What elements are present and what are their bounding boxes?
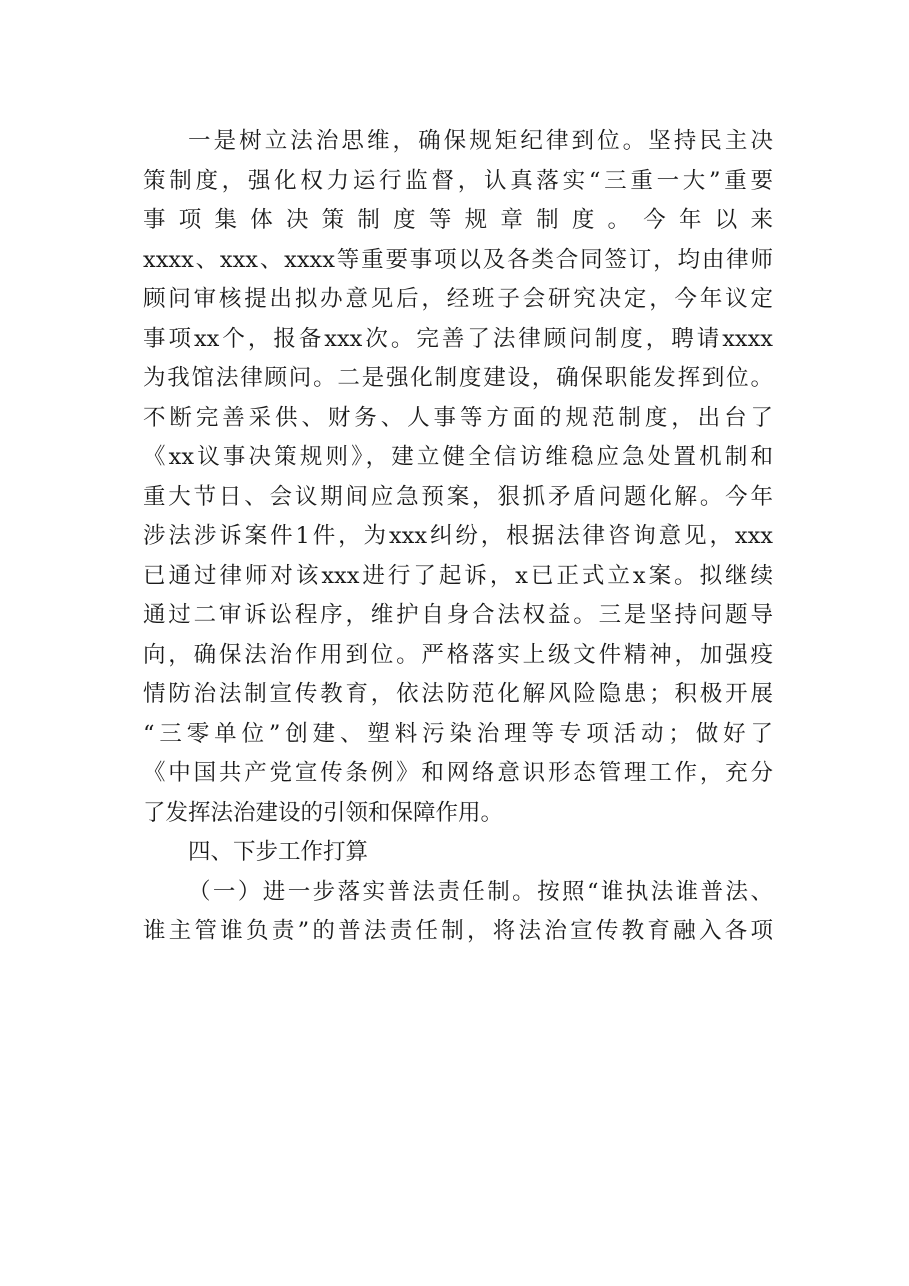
paragraph-line: “三零单位”创建、塑料污染治理等专项活动；做好了: [143, 720, 773, 747]
paragraph-line: 顾问审核提出拟办意见后，经班子会研究决定，今年议定: [143, 286, 773, 312]
paragraph-line: 重大节日、会议期间应急预案，狠抓矛盾问题化解。今年: [143, 483, 773, 510]
paragraph-line: 已通过律师对该xxx进行了起诉，x已正式立x案。拟继续: [143, 562, 773, 589]
paragraph-line: 不断完善采供、财务、人事等方面的规范制度，出台了: [143, 404, 773, 431]
paragraph-line: 策制度，强化权力运行监督，认真落实“三重一大”重要: [143, 167, 773, 194]
body-text: [143, 122, 773, 952]
paragraph-line: 情防治法制宣传教育，依法防范化解风险隐患；积极开展: [143, 681, 773, 707]
paragraph-line: 向，确保法治作用到位。严格落实上级文件精神，加强疫: [143, 641, 773, 668]
paragraph-line: 谁主管谁负责”的普法责任制，将法治宣传教育融入各项: [143, 918, 773, 944]
paragraph-line: 通过二审诉讼程序，维护自身合法权益。三是坚持问题导: [143, 602, 773, 628]
section-heading: 四、下步工作打算: [188, 839, 369, 865]
paragraph-line: 一是树立法治思维，确保规矩纪律到位。坚持民主决: [188, 128, 773, 154]
paragraph-line: 了发挥法治建设的引领和保障作用。: [143, 799, 504, 826]
paragraph-line: 《xx议事决策规则》，建立健全信访维稳应急处置机制和: [143, 444, 773, 470]
paragraph-line: 《中国共产党宣传条例》和网络意识形态管理工作，充分: [143, 760, 773, 786]
paragraph-line: 事项xx个，报备xxx次。完善了法律顾问制度，聘请xxxx: [143, 325, 773, 352]
paragraph-line: 事项集体决策制度等规章制度。今年以来: [143, 207, 773, 233]
paragraph-line: xxxx、xxx、xxxx等重要事项以及各类合同签订，均由律师: [143, 246, 773, 273]
paragraph-line: （一）进一步落实普法责任制。按照“谁执法谁普法、: [188, 878, 773, 905]
paragraph-line: 涉法涉诉案件1件，为xxx纠纷，根据法律咨询意见，xxx: [143, 523, 773, 549]
paragraph-line: 为我馆法律顾问。二是强化制度建设，确保职能发挥到位。: [143, 365, 773, 391]
